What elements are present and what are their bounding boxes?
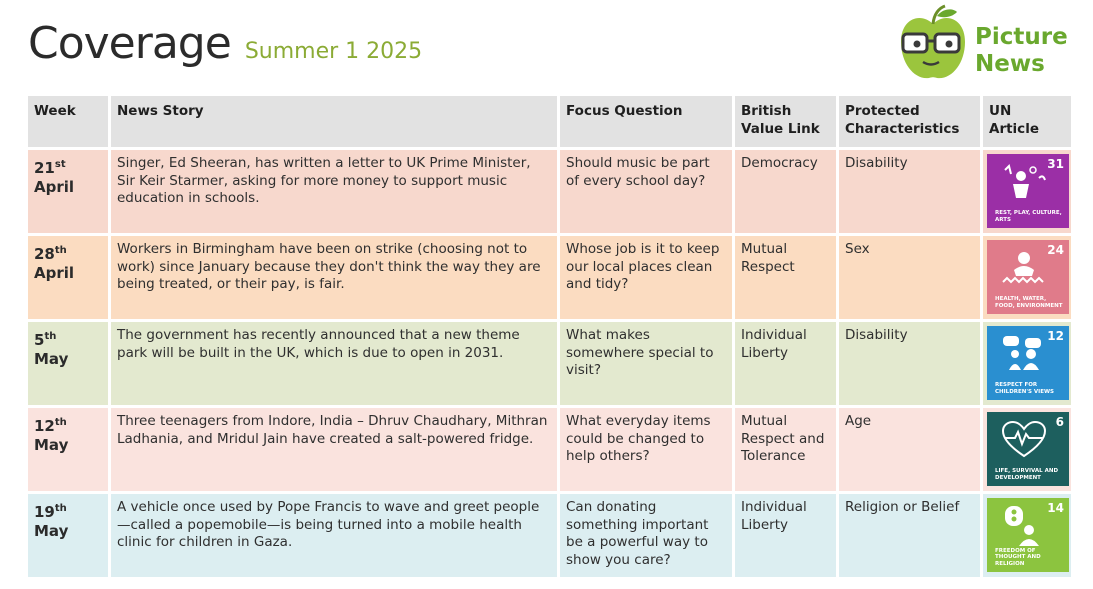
week-day: 12 — [34, 417, 55, 435]
un-article-number: 31 — [1047, 157, 1064, 171]
un-article-number: 24 — [1047, 243, 1064, 257]
apple-glasses-icon — [893, 4, 973, 84]
week-day-suffix: th — [54, 417, 67, 428]
speech-bubbles-icon — [999, 334, 1049, 374]
un-article-number: 14 — [1047, 501, 1064, 515]
table-row — [28, 494, 1071, 577]
un-article-cell — [983, 150, 1071, 233]
un-article-badge — [987, 412, 1069, 486]
protected-characteristic-cell: Sex — [839, 236, 980, 319]
week-cell — [28, 322, 108, 405]
news-story-cell: A vehicle once used by Pope Francis to wave and greet people—called a popemobile—is being turned into a mobile health clinic for children in Gaza. — [111, 494, 557, 577]
table-row — [28, 236, 1071, 319]
protected-characteristic-cell: Disability — [839, 322, 980, 405]
news-story-cell: Workers in Birmingham have been on strike (choosing not to work) since January because they don't think the way they are being treated, or their pay, is fair. — [111, 236, 557, 319]
week-day: 5 — [34, 331, 45, 349]
focus-question-cell: What everyday items could be changed to help others? — [560, 408, 732, 491]
british-value-cell: Mutual Respect — [735, 236, 836, 319]
un-article-caption: REST, PLAY, CULTURE, ARTS — [995, 210, 1062, 223]
week-day: 21 — [34, 159, 55, 177]
focus-question-cell: Should music be part of every school day? — [560, 150, 732, 233]
week-day-suffix: st — [54, 159, 66, 170]
week-day-suffix: th — [54, 503, 67, 514]
logo-wordmark — [975, 24, 1068, 78]
week-cell — [28, 494, 108, 577]
table-row — [28, 322, 1071, 405]
column-header-protected-characteristics: Protected Characteristics — [839, 96, 980, 147]
un-article-badge — [987, 326, 1069, 400]
un-article-badge — [987, 498, 1069, 572]
focus-question-cell: What makes somewhere special to visit? — [560, 322, 732, 405]
protected-characteristic-cell: Religion or Belief — [839, 494, 980, 577]
music-play-icon — [999, 162, 1049, 202]
british-value-cell: Mutual Respect and Tolerance — [735, 408, 836, 491]
header — [28, 18, 422, 69]
un-article-caption: LIFE, SURVIVAL AND DEVELOPMENT — [995, 468, 1059, 481]
week-month: April — [34, 178, 75, 196]
british-value-cell: Individual Liberty — [735, 322, 836, 405]
week-month: April — [34, 264, 75, 282]
logo-line-1: Picture — [975, 24, 1068, 50]
un-article-caption: RESPECT FOR CHILDREN'S VIEWS — [995, 382, 1054, 395]
news-story-cell: The government has recently announced that a new theme park will be built in the UK, which is due to open in 2031. — [111, 322, 557, 405]
table-header-row — [28, 96, 1071, 147]
week-cell — [28, 150, 108, 233]
heart-pulse-icon — [999, 420, 1049, 460]
week-day: 19 — [34, 503, 55, 521]
week-month: May — [34, 350, 69, 368]
picture-news-logo — [893, 4, 1073, 84]
column-header-focus-question: Focus Question — [560, 96, 732, 147]
un-article-number: 12 — [1047, 329, 1064, 343]
protected-characteristic-cell: Age — [839, 408, 980, 491]
un-article-caption: HEALTH, WATER, FOOD, ENVIRONMENT — [995, 296, 1063, 309]
focus-question-cell: Whose job is it to keep our local places clean and tidy? — [560, 236, 732, 319]
table-row — [28, 150, 1071, 233]
coverage-table — [25, 93, 1074, 580]
un-article-cell — [983, 494, 1071, 577]
health-icon — [999, 248, 1049, 288]
week-day: 28 — [34, 245, 55, 263]
protected-characteristic-cell: Disability — [839, 150, 980, 233]
focus-question-cell: Can donating something important be a powerful way to show you care? — [560, 494, 732, 577]
un-article-badge — [987, 240, 1069, 314]
thought-person-icon — [999, 506, 1049, 546]
week-month: May — [34, 436, 69, 454]
column-header-news-story: News Story — [111, 96, 557, 147]
un-article-cell — [983, 322, 1071, 405]
week-day-suffix: th — [54, 245, 67, 256]
un-article-cell — [983, 408, 1071, 491]
news-story-cell: Singer, Ed Sheeran, has written a letter to UK Prime Minister, Sir Keir Starmer, asking for more money to support music education in schools. — [111, 150, 557, 233]
column-header-un-article: UN Article — [983, 96, 1071, 147]
column-header-british-value-link: British Value Link — [735, 96, 836, 147]
column-header-week: Week — [28, 96, 108, 147]
un-article-badge — [987, 154, 1069, 228]
week-cell — [28, 236, 108, 319]
week-month: May — [34, 522, 69, 540]
page-title: Coverage — [28, 18, 231, 69]
table-row — [28, 408, 1071, 491]
un-article-number: 6 — [1055, 415, 1064, 429]
un-article-cell — [983, 236, 1071, 319]
british-value-cell: Democracy — [735, 150, 836, 233]
logo-line-2: News — [975, 51, 1045, 77]
un-article-caption: FREEDOM OF THOUGHT AND RELIGION — [995, 547, 1041, 567]
page-subtitle: Summer 1 2025 — [244, 39, 423, 64]
week-cell — [28, 408, 108, 491]
british-value-cell: Individual Liberty — [735, 494, 836, 577]
week-day-suffix: th — [44, 331, 57, 342]
news-story-cell: Three teenagers from Indore, India – Dhruv Chaudhary, Mithran Ladhania, and Mridul Jain have created a salt-powered fridge. — [111, 408, 557, 491]
